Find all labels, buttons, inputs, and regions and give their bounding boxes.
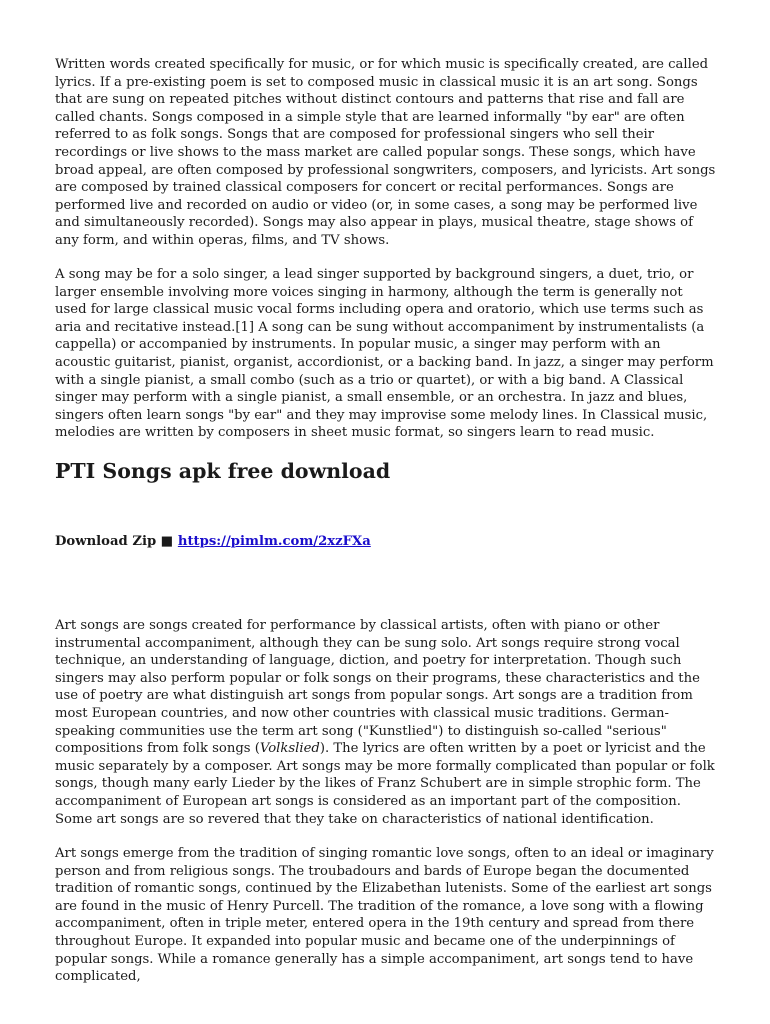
download-label: Download Zip — [55, 534, 157, 549]
paragraph-romance-tradition: Art songs emerge from the tradition of singing romantic love songs, often to an ideal or imaginary person and from religious songs. The troubadours and bards of Europe began the documented tradition of romantic songs, continued by the Elizabethan lutenists. Some of the earliest art songs are found in the music of Henry Purcell. The tradition of the romance, a love song with a flowing accompaniment, often in triple meter, entered opera in the 19th century and spread from there throughout Europe. It expanded into popular music and became one of the underpinnings of popular songs. While a romance generally has a simple accompaniment, art songs tend to have complicated, — [55, 846, 714, 985]
section-heading: PTI Songs apk free download — [55, 459, 391, 483]
download-line — [55, 533, 371, 551]
download-link[interactable]: https://pimlm.com/2xzFXa — [177, 534, 371, 549]
paragraph-art-songs-text-1: Art songs are songs created for performance by classical artists, often with piano or other instrumental accompaniment, although they can be sung solo. Art songs require strong vocal technique, an understanding of language, diction, and poetry for interpretation. Though such singers may also perform popular or folk songs on their programs, these characteristics and the use of poetry are what distinguish art songs from popular songs. Art songs are a tradition from most European countries, and now other countries with classical music traditions. German-speaking communities use the term art song ("Kunstlied") to distinguish so-called "serious" compositions from folk songs ( — [55, 618, 700, 757]
paragraph-art-songs-text-2: ). The lyrics are often written by a poet or lyricist and the music separately by a composer. Art songs may be more formally complicated than popular or folk songs, though many early Lieder by the likes of Franz Schubert are in simple strophic form. The accompaniment of European art songs is considered as an important part of the composition. Some art songs are so revered that they take on characteristics of national identification. — [55, 741, 715, 827]
paragraph-lyrics: Written words created specifically for music, or for which music is specifically created, are called lyrics. If a pre-existing poem is set to composed music in classical music it is an art song. Songs that are sung on repeated pitches without distinct contours and patterns that rise and fall are called chants. Songs composed in a simple style that are learned informally "by ear" are often referred to as folk songs. Songs that are composed for professional singers who sell their recordings or live shows to the mass market are called popular songs. These songs, which have broad appeal, are often composed by professional songwriters, composers, and lyricists. Art songs are composed by trained classical composers for concert or recital performances. Songs are performed live and recorded on audio or video (or, in some cases, a song may be performed live and simultaneously recorded). Songs may also appear in plays, musical theatre, stage shows of any form, and within operas, films, and TV shows. — [55, 57, 716, 248]
paragraph-ensemble: A song may be for a solo singer, a lead singer supported by background singers, a duet, trio, or larger ensemble involving more voices singing in harmony, although the term is generally not used for large classical music vocal forms including opera and oratorio, which use terms such as aria and recitative instead.[1] A song can be sung without accompaniment by instrumentalists (a cappella) or accompanied by instruments. In popular music, a singer may perform with an acoustic guitarist, pianist, organist, accordionist, or a backing band. In jazz, a singer may perform with a single pianist, a small combo (such as a trio or quartet), or with a big band. A Classical singer may perform with a single pianist, a small ensemble, or an orchestra. In jazz and blues, singers often learn songs "by ear" and they may improvise some melody lines. In Classical music, melodies are written by composers in sheet music format, so singers learn to read music. — [55, 267, 714, 441]
download-arrow-icon: ■ — [160, 534, 174, 549]
paragraph-art-songs — [55, 617, 717, 828]
volkslied-term: Volkslied — [259, 741, 320, 757]
